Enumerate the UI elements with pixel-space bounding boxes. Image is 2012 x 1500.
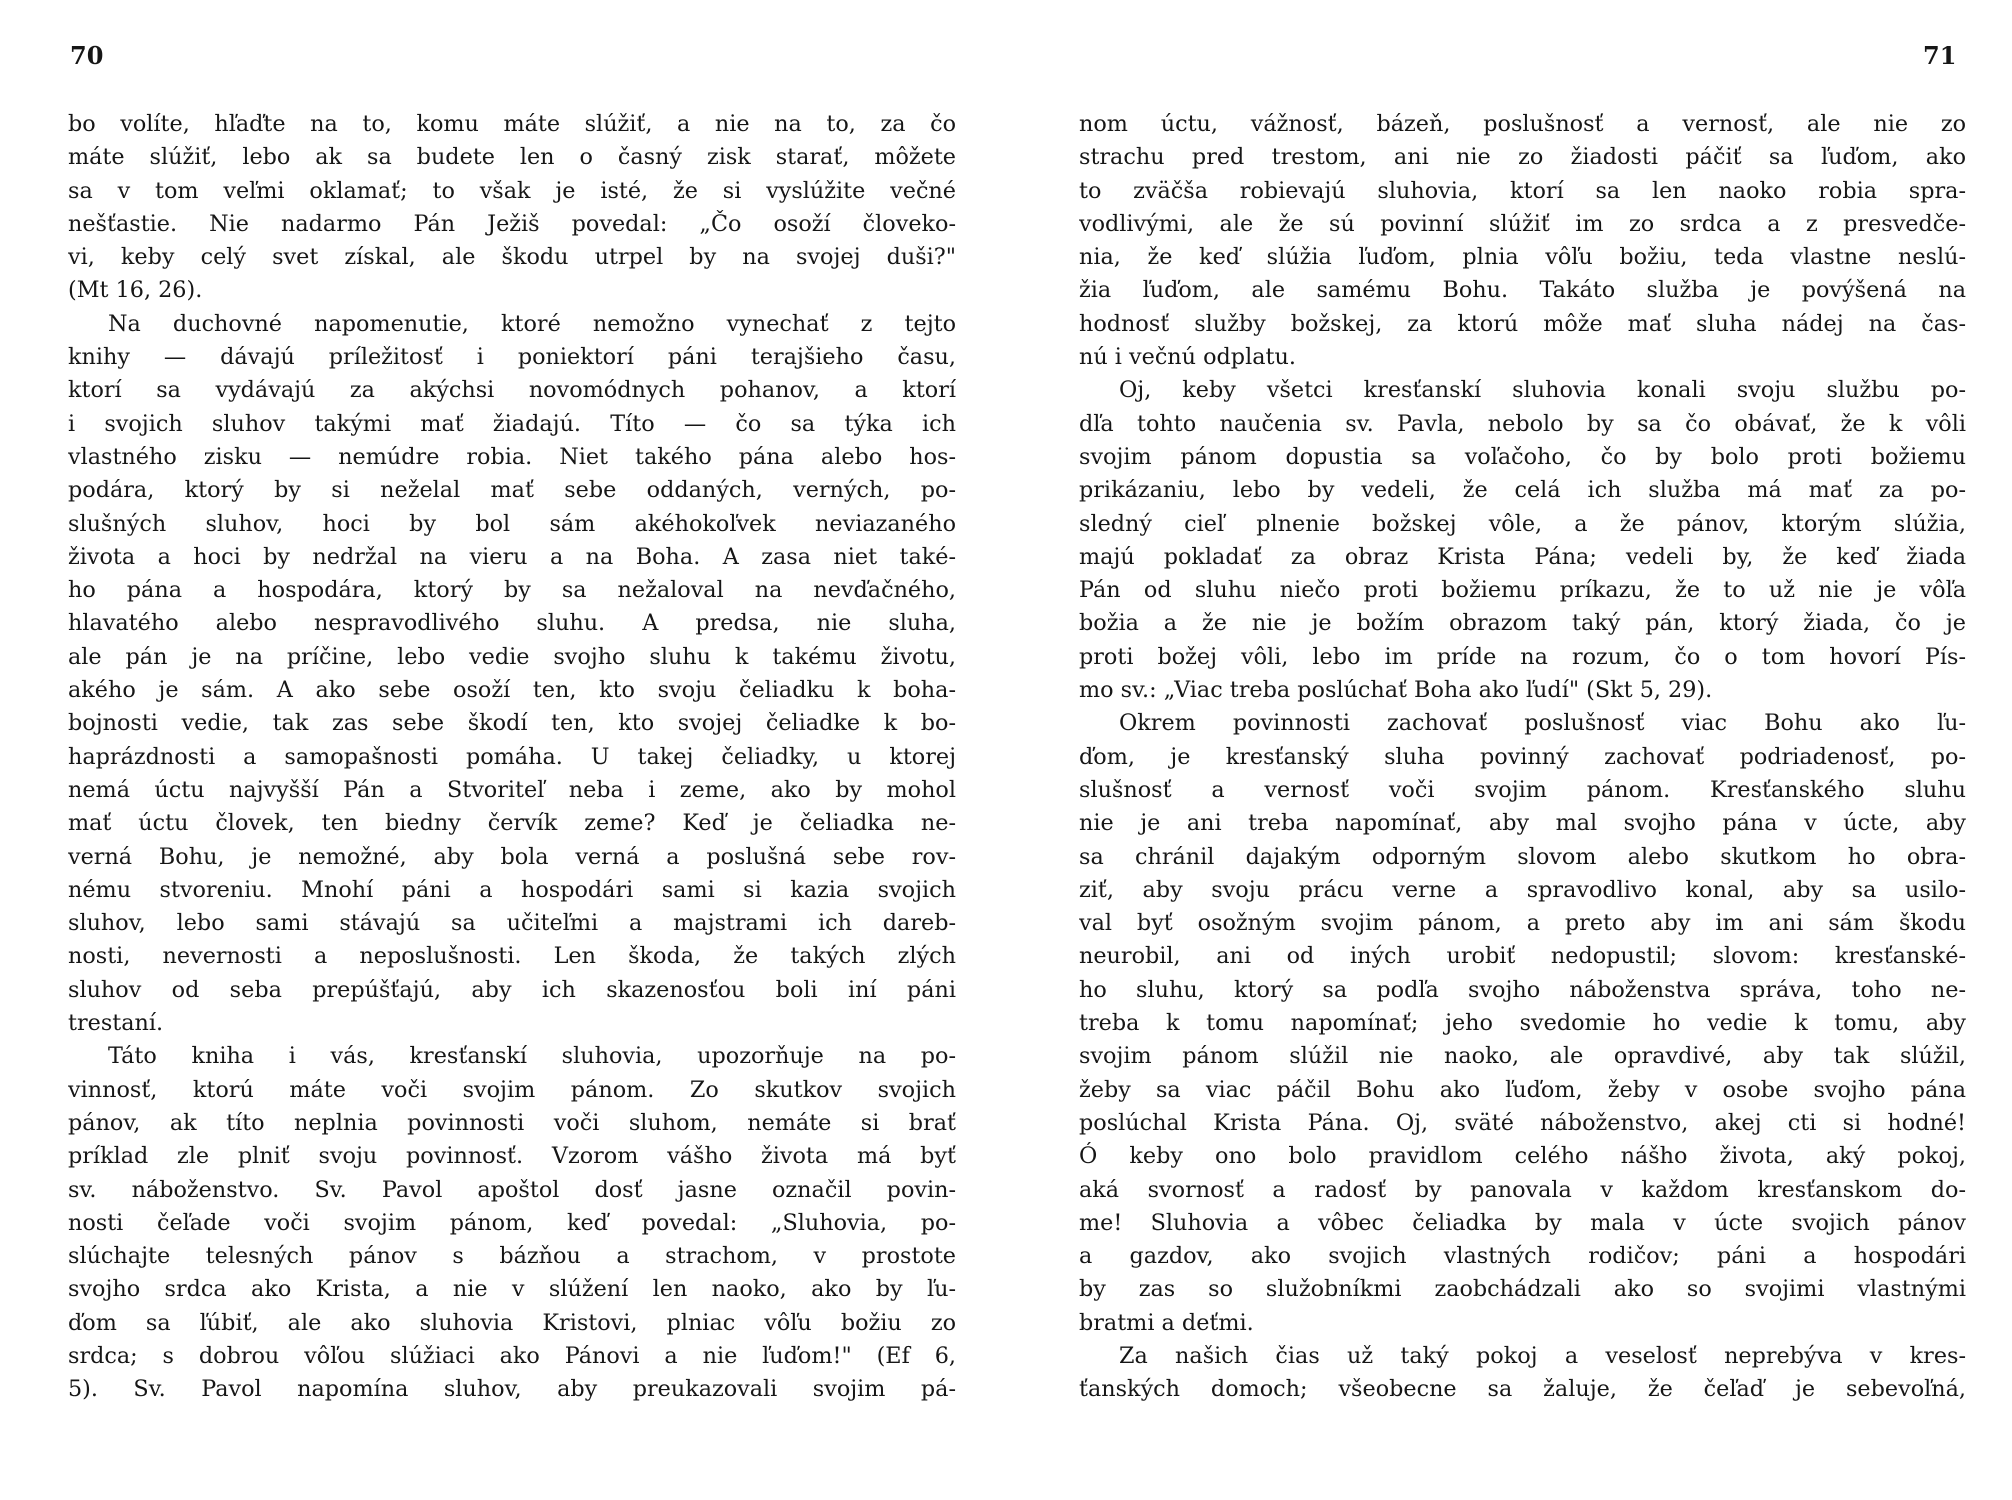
text-line: ďom sa ľúbiť, ale ako sluhovia Kristovi, plniac vôľu božiu zo [68,1309,956,1336]
text-line: Ó keby ono bolo pravidlom celého nášho života, aký pokoj, [1079,1143,1966,1170]
text-line: sa v tom veľmi oklamať; to však je isté, že si vyslúžite večné [68,177,956,204]
text-line: života a hoci by nedržal na vieru a na Boha. A zasa niet také- [68,543,956,570]
text-line: (Mt 16, 26). [68,277,203,304]
text-line: mať úctu človek, ten biedny červík zeme? Keď je čeliadka ne- [68,810,956,837]
text-line: ťanských domoch; všeobecne sa žaluje, že čeľaď je sebevoľná, [1079,1376,1966,1403]
text-line: sluhov, lebo sami stávajú sa učiteľmi a majstrami ich dareb- [68,910,956,937]
text-line: strachu pred trestom, ani nie zo žiadosti páčiť sa ľuďom, ako [1079,144,1966,171]
text-line: sluhov od seba prepúšťajú, aby ich skazenosťou boli iní páni [68,976,956,1003]
text-line: máte slúžiť, lebo ak sa budete len o časný zisk starať, môžete [68,144,956,171]
text-line: me! Sluhovia a vôbec čeliadka by mala v úcte svojich pánov [1079,1209,1966,1236]
text-line: nosti čeľade voči svojim pánom, keď povedal: „Sluhovia, po- [68,1209,956,1236]
text-line: neurobil, ani od iných urobiť nedopustil; slovom: kresťanské- [1079,943,1966,970]
text-line: bo volíte, hľaďte na to, komu máte slúžiť, a nie na to, za čo [68,111,956,137]
text-line: Táto kniha i vás, kresťanskí sluhovia, upozorňuje na po- [108,1043,956,1070]
text-line: žia ľuďom, ale samému Bohu. Takáto služba je povýšená na [1079,277,1966,304]
text-line: Oj, keby všetci kresťanskí sluhovia konali svoju službu po- [1119,377,1966,404]
text-line: slušnosť a vernosť voči svojim pánom. Kresťanského sluhu [1079,776,1966,803]
text-line: aká svornosť a radosť by panovala v každom kresťanskom do- [1079,1176,1966,1203]
text-line: sa chránil dajakým odporným slovom alebo skutkom ho obra- [1079,843,1966,870]
text-line: sledný cieľ plnenie božskej vôle, a že pánov, ktorým slúžia, [1079,510,1966,537]
text-line: val byť osožným svojim pánom, a preto aby im ani sám škodu [1079,910,1966,937]
left-page-body [68,108,956,1407]
text-line: božia a že nie je božím obrazom taký pán, ktorý žiada, čo je [1079,610,1966,637]
text-line: nému stvoreniu. Mnohí páni a hospodári sami si kazia svojich [68,876,956,903]
right-page-body [1079,108,1966,1407]
text-line: to zväčša robievajú sluhovia, ktorí sa len naoko robia spra- [1079,177,1966,204]
text-line: svojho srdca ako Krista, a nie v slúžení len naoko, ako by ľu- [68,1276,956,1303]
text-line: ho sluhu, ktorý sa podľa svojho náboženstva správa, toho ne- [1079,976,1966,1003]
text-line: podára, ktorý by si neželal mať sebe oddaných, verných, po- [68,477,956,504]
text-line: bratmi a deťmi. [1079,1309,1254,1336]
text-line: Pán od sluhu niečo proti božiemu príkazu, že to už nie je vôľa [1079,577,1966,604]
right-page [1006,0,2012,1500]
text-line: hodnosť služby božskej, za ktorú môže mať sluha nádej na čas- [1079,310,1966,337]
text-line: príklad zle plniť svoju povinnosť. Vzorom vášho života má byť [68,1143,956,1170]
text-line: knihy — dávajú príležitosť i poniektorí páni terajšieho času, [68,344,956,371]
text-line: nú i večnú odplatu. [1079,344,1296,371]
text-line: 5). Sv. Pavol napomína sluhov, aby preukazovali svojim pá- [68,1376,956,1403]
text-line: haprázdnosti a samopašnosti pomáha. U takej čeliadky, u ktorej [68,743,956,770]
text-line: pánov, ak títo neplnia povinnosti voči sluhom, nemáte si brať [68,1109,956,1136]
text-line: nemá úctu najvyšší Pán a Stvoriteľ neba i zeme, ako by mohol [68,776,956,803]
text-line: ďom, je kresťanský sluha povinný zachovať podriadenosť, po- [1079,743,1966,770]
text-line: ale pán je na príčine, lebo vedie svojho sluhu k takému životu, [68,643,956,670]
page-number-right: 71 [1923,41,1957,70]
text-line: vinnosť, ktorú máte voči svojim pánom. Zo skutkov svojich [68,1076,956,1103]
text-line: poslúchal Krista Pána. Oj, sväté náboženstvo, akej cti si hodné! [1079,1109,1966,1136]
text-line: Za našich čias už taký pokoj a veselosť neprebýva v kres- [1119,1342,1966,1369]
text-line: treba k tomu napomínať; jeho svedomie ho vedie k tomu, aby [1079,1010,1966,1037]
text-line: nešťastie. Nie nadarmo Pán Ježiš povedal: „Čo osoží človeko- [68,210,956,237]
text-line: dľa tohto naučenia sv. Pavla, nebolo by sa čo obávať, že k vôli [1079,410,1966,437]
text-line: sv. náboženstvo. Sv. Pavol apoštol dosť jasne označil povin- [68,1176,956,1203]
text-line: ktorí sa vydávajú za akýchsi novomódnych pohanov, a ktorí [68,377,956,404]
text-line: i svojich sluhov takými mať žiadajú. Títo — čo sa týka ich [68,410,956,437]
text-line: vodlivými, ale že sú povinní slúžiť im zo srdca a z presvedče- [1079,210,1966,237]
text-line: verná Bohu, je nemožné, aby bola verná a poslušná sebe rov- [68,843,956,870]
text-line: majú pokladať za obraz Krista Pána; vedeli by, že keď žiada [1079,543,1966,570]
text-line: akého je sám. A ako sebe osoží ten, kto svoju čeliadku k boha- [68,677,956,704]
text-line: ho pána a hospodára, ktorý by sa nežaloval na nevďačného, [68,577,956,604]
text-line: nom úctu, vážnosť, bázeň, poslušnosť a vernosť, ale nie zo [1079,111,1966,137]
text-line: Na duchovné napomenutie, ktoré nemožno vynechať z tejto [108,310,956,337]
text-line: a gazdov, ako svojich vlastných rodičov; páni a hospodári [1079,1243,1966,1270]
text-line: žeby sa viac páčil Bohu ako ľuďom, žeby v osobe svojho pána [1079,1076,1966,1103]
text-line: nie je ani treba napomínať, aby mal svojho pána v úcte, aby [1079,810,1966,837]
text-line: Okrem povinnosti zachovať poslušnosť viac Bohu ako ľu- [1119,710,1966,737]
text-line: srdca; s dobrou vôľou slúžiaci ako Pánovi a nie ľuďom!" (Ef 6, [68,1342,956,1369]
text-line: mo sv.: „Viac treba poslúchať Boha ako ľudí" (Skt 5, 29). [1079,677,1713,704]
text-line: vi, keby celý svet získal, ale škodu utrpel by na svojej duši?" [68,244,956,271]
page-number-left: 70 [70,41,104,70]
text-line: by zas so služobníkmi zaobchádzali ako so svojimi vlastnými [1079,1276,1966,1303]
text-line: vlastného zisku — nemúdre robia. Niet takého pána alebo hos- [68,443,956,470]
text-line: prikázaniu, lebo by vedeli, že celá ich služba má mať za po- [1079,477,1966,504]
text-line: trestaní. [68,1010,164,1037]
text-line: svojim pánom dopustia sa voľačoho, čo by bolo proti božiemu [1079,443,1966,470]
text-line: ziť, aby svoju prácu verne a spravodlivo konal, aby sa usilo- [1079,876,1966,903]
text-line: nia, že keď slúžia ľuďom, plnia vôľu božiu, teda vlastne neslú- [1079,244,1966,271]
text-line: bojnosti vedie, tak zas sebe škodí ten, kto svojej čeliadke k bo- [68,710,956,737]
text-line: hlavatého alebo nespravodlivého sluhu. A predsa, nie sluha, [68,610,956,637]
text-line: slúchajte telesných pánov s bázňou a strachom, v prostote [68,1243,956,1270]
text-line: slušných sluhov, hoci by bol sám akéhokoľvek neviazaného [68,510,956,537]
text-line: nosti, nevernosti a neposlušnosti. Len škoda, že takých zlých [68,943,956,970]
text-line: svojim pánom slúžil nie naoko, ale opravdivé, aby tak slúžil, [1079,1043,1966,1070]
text-line: proti božej vôli, lebo im príde na rozum, čo o tom hovorí Pís- [1079,643,1966,670]
